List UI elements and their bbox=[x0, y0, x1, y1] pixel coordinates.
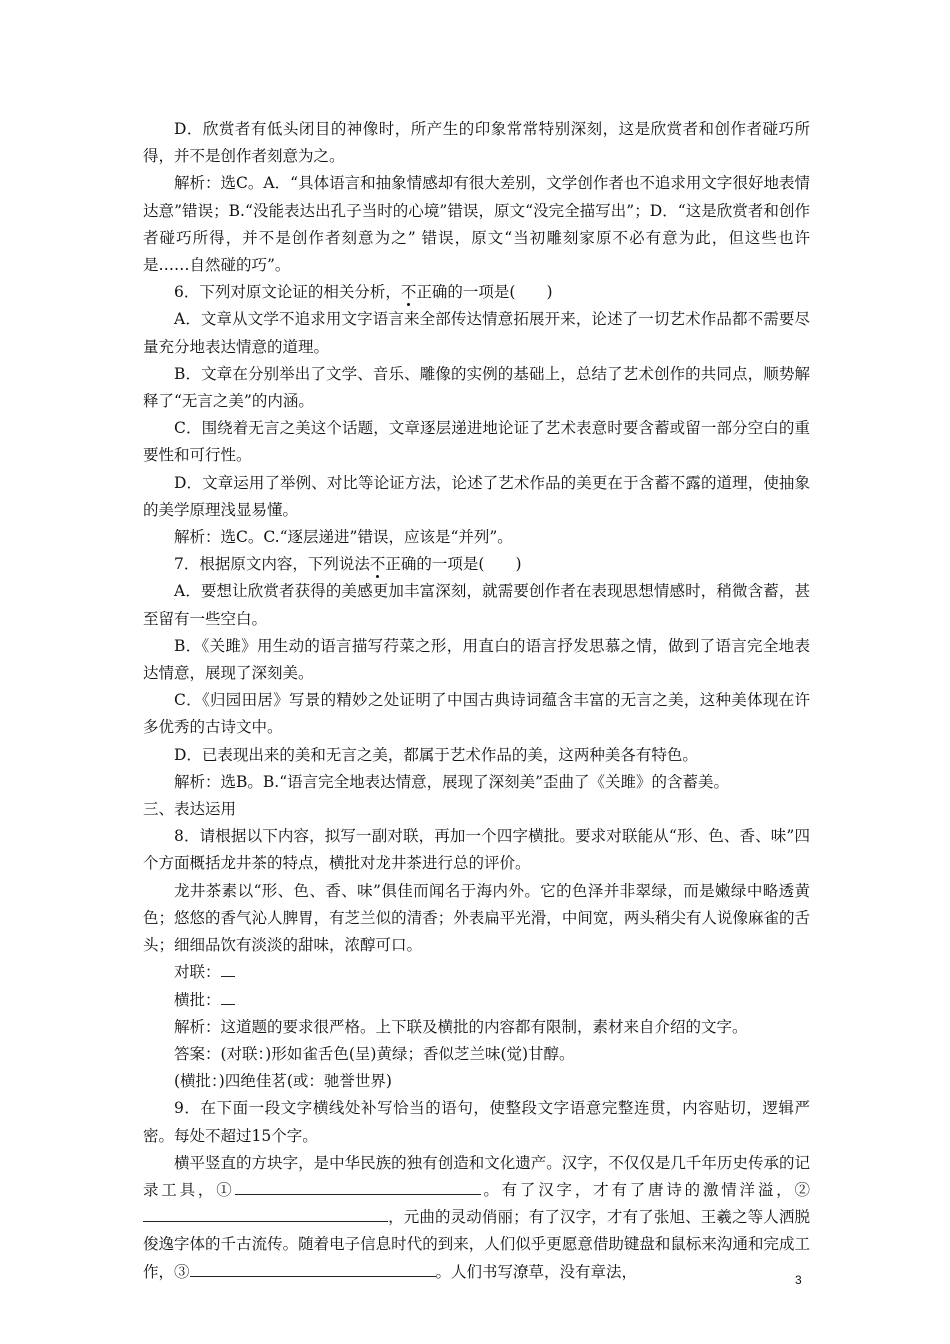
q8-hengpi bbox=[143, 987, 810, 1014]
q5-option-d: D．欣赏者有低头闭目的神像时，所产生的印象常常特别深刻，这是欣赏者和创作者碰巧所得，并不是创作者刻意为之。 bbox=[143, 120, 810, 166]
q6-option-d: D．文章运用了举例、对比等论证方法，论述了艺术作品的美更在于含蓄不露的道理，使抽象的美学原理浅显易懂。 bbox=[143, 473, 810, 519]
q8-duilian-label: 对联： bbox=[174, 963, 221, 982]
q6-analysis: 解析：选C。C.“逐层递进”错误，应该是“并列”。 bbox=[174, 528, 513, 547]
q7-option-b: B．《关雎》用生动的语言描写荇菜之形，用直白的语言抒发思慕之情，做到了语言完全地表达情意，展现了深刻美。 bbox=[143, 636, 810, 683]
q9-passage-part1: 横平竖直的方块字，是中华民族的独有创造和文化遗产。汉字，不仅仅是几千年历史传承的记录工具，① bbox=[143, 1153, 810, 1199]
q8-analysis: 解析：这道题的要求很严格。上下联及横批的内容都有限制，素材来自介绍的文字。 bbox=[174, 1017, 748, 1036]
q5-analysis: 解析：选C。A．“具体语言和抽象情感却有很大差别，文学创作者也不追求用文字很好地表情达意”错误；B.“没能表达出孔子当时的心境”错误，原文“没完全描写出”；D．“这是欣赏者和创作者碰巧所得，并不是创作者刻意为之” 错误，原文“当初雕刻家原不必有意为此，但这些也许是……自然碰的巧”。 bbox=[143, 174, 810, 275]
q7-analysis: 解析：选B。B.“语言完全地表达情意，展现了深刻美”歪曲了《关雎》的含蓄美。 bbox=[174, 772, 730, 791]
q9-blank-1[interactable] bbox=[235, 1177, 481, 1195]
q9-blank-2[interactable] bbox=[143, 1204, 388, 1222]
q7-option-c: C．《归园田居》写景的精妙之处证明了中国古典诗词蕴含丰富的无言之美，这种美体现在许多优秀的古诗文中。 bbox=[143, 691, 810, 737]
q8-answer-hengpi: (横批：)四绝佳茗(或：驰誉世界) bbox=[174, 1072, 392, 1091]
q7-stem bbox=[143, 551, 810, 578]
q8-stem: 8．请根据以下内容，拟写一副对联，再加一个四字横批。要求对联能从“形、色、香、味”四个方面概括龙井茶的特点，横批对龙井茶进行总的评价。 bbox=[143, 827, 810, 873]
q7-stem-post: 正确的一项是( ) bbox=[385, 555, 522, 574]
q6-emphasis: 不 bbox=[400, 283, 417, 302]
page-number: 3 bbox=[795, 1273, 802, 1287]
q6-option-b: B．文章在分别举出了文学、音乐、雕像的实例的基础上，总结了艺术创作的共同点，顺势解释了“无言之美”的内涵。 bbox=[143, 364, 810, 411]
q6-stem bbox=[143, 279, 810, 306]
q7-option-a: A．要想让欣赏者获得的美感更加丰富深刻，就需要创作者在表现思想情感时，稍微含蓄，甚至留有一些空白。 bbox=[143, 582, 810, 628]
q8-hengpi-blank[interactable] bbox=[221, 987, 235, 1005]
q9-blank-3[interactable] bbox=[190, 1259, 436, 1277]
q6-option-a: A．文章从文学不追求用文字语言来全部传达情意拓展开来，论述了一切艺术作品都不需要尽量充分地表达情意的道理。 bbox=[143, 310, 810, 356]
section-three-heading: 三、表达运用 bbox=[143, 800, 237, 819]
q7-stem-pre: 7．根据原文内容，下列说法 bbox=[174, 555, 370, 574]
q6-option-c: C．围绕着无言之美这个话题，文章逐层递进地论证了艺术表意时要含蓄或留一部分空白的重要性和可行性。 bbox=[143, 419, 810, 465]
q7-option-d: D．已表现出来的美和无言之美，都属于艺术作品的美，这两种美各有特色。 bbox=[174, 745, 698, 764]
q9-passage bbox=[143, 1150, 810, 1286]
q9-passage-part4: 。人们书写潦草，没有章法， bbox=[435, 1262, 638, 1281]
q9-passage-part3: ，元曲的灵动俏丽；有了汉字，才有了张旭、王羲之等人洒脱俊逸字体的千古流传。随着电子信息时代的到来，人们似乎更愿意借助键盘和鼠标来沟通和完成工作，③ bbox=[143, 1208, 810, 1281]
q8-duilian bbox=[143, 959, 810, 986]
q8-hengpi-label: 横批： bbox=[174, 990, 221, 1009]
q6-stem-pre: 6．下列对原文论证的相关分析， bbox=[174, 283, 401, 302]
q8-material: 龙井茶素以“形、色、香、味”俱佳而闻名于海内外。它的色泽并非翠绿，而是嫩绿中略透黄色；悠悠的香气沁人脾胃，有芝兰似的清香；外表扁平光滑，中间宽，两头稍尖有人说像麻雀的舌头；细细品饮有淡淡的甜味，浓醇可口。 bbox=[143, 881, 810, 955]
q9-passage-part2: 。有了汉字，才有了唐诗的激情洋溢，② bbox=[480, 1180, 810, 1199]
q8-answer: 答案：(对联：)形如雀舌色(呈)黄绿；香似芝兰味(觉)甘醇。 bbox=[174, 1044, 575, 1063]
q6-stem-post: 正确的一项是( ) bbox=[416, 283, 553, 302]
q7-emphasis: 不 bbox=[369, 555, 386, 574]
q8-duilian-blank[interactable] bbox=[221, 959, 235, 977]
q9-stem: 9．在下面一段文字横线处补写恰当的语句，使整段文字语意完整连贯，内容贴切，逻辑严密。每处不超过15个字。 bbox=[143, 1099, 810, 1145]
page-content bbox=[143, 116, 810, 1286]
